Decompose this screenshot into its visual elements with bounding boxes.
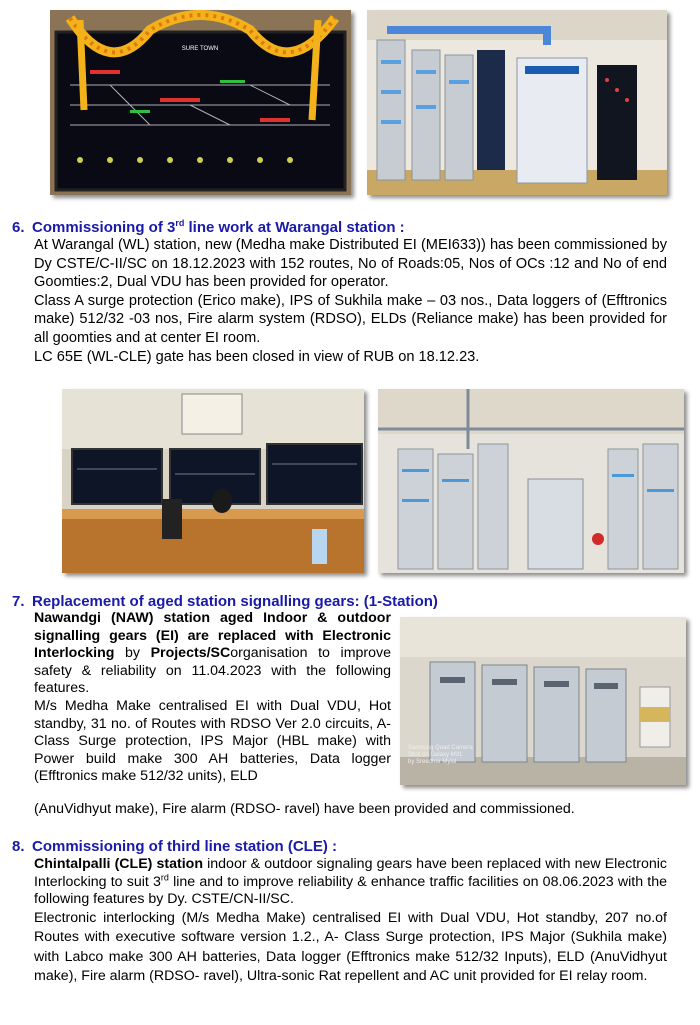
section-8-heading: [12, 838, 337, 857]
section-6-paragraph-1: At Warangal (WL) station, new (Medha make Distributed EI (MEI633)) has been commissioned by Dy CSTE/C-II/SC on 18.12.2023 with 152 routes, No of Roads:05, Nos of OCs :12 and No of end Goomties:2, Dual VDU has been provided for operator.: [34, 237, 667, 291]
section-8-body: [34, 856, 667, 987]
photo-watermark: [408, 745, 473, 766]
photo-nawandgi-ei-room: [400, 617, 686, 785]
photo-watermark-line-2: Shot on Galaxy M31: [408, 752, 463, 758]
section-7-org-rest: organisation to improve safety & reliability on 11.04.2023 with the following features.: [34, 645, 391, 697]
section-8-intro-rest-2: line and to improve reliability & enhance traffic facilities on 08.06.2023 with the following features by Dy. CSTE/CN-II/SC.: [34, 873, 667, 908]
section-7-intro: [34, 610, 391, 698]
section-8-intro-sup: rd: [160, 871, 169, 882]
section-6-heading-sup: rd: [175, 218, 185, 228]
photo-relay-room-blue: [367, 10, 667, 195]
panel-station-label: SURE TOWN: [181, 46, 219, 52]
photo-control-panel-with-garland: [50, 10, 351, 195]
photo-relay-racks: [378, 389, 684, 573]
section-7-body: [34, 610, 391, 786]
section-7-heading: [12, 593, 438, 612]
section-7-org: Projects/SC: [150, 645, 231, 662]
photo-watermark-line-1: Samsung Quad Camera: [408, 745, 473, 751]
section-6-body: [34, 236, 667, 366]
section-7-number: 7.: [12, 593, 25, 610]
photo-watermark-line-3: by Sreedhar Mylal: [408, 759, 457, 765]
section-6-heading: [12, 219, 405, 238]
section-7-by: by: [114, 645, 151, 662]
section-6-heading-text-end: line work at Warangal station :: [184, 219, 405, 236]
section-7-features: M/s Medha Make centralised EI with Dual VDU, Hot standby, 31 no. of Routes with RDSO Ver 2.0 circuits, A- Class Surge protection, IPS Major (HBL make) with Power build make 300 AH batteries, Data logger (Efftronics make 512/32 units), ELD: [34, 697, 391, 785]
section-8-features: Electronic interlocking (M/s Medha Make) centralised EI with Dual VDU, Hot standby, 207 no.of Routes with executive software version 1.2., A- Class Surge protection, IPS Major (Sukhila make) with Labco make 300 AH batteries, Data logger (Efftronics make 512/32 Inputs), ELD (AnuVidhyut make), Fire alarm (RDSO- ravel), Ultra-sonic Rat repellent and AC unit provided for EI relay room.: [34, 909, 667, 985]
section-6-number: 6.: [12, 219, 25, 236]
section-8-intro: [34, 856, 667, 909]
section-6-paragraph-2: Class A surge protection (Erico make), IPS of Sukhila make – 03 nos., Data loggers of (Efftronics make) 512/32 -03 nos, Fire alarm system (RDSO), ELDs (Reliance make) has been provided for all goomties and at center EI room.: [34, 292, 667, 346]
section-7-heading-text: Replacement of aged station signalling gears: (1-Station): [32, 593, 438, 610]
section-8-number: 8.: [12, 838, 25, 855]
section-7-features-end: (AnuVidhyut make), Fire alarm (RDSO- ravel) have been provided and commissioned.: [34, 801, 575, 817]
section-7-bold-intro: Nawandgi (NAW) station aged Indoor & outdoor signalling gears (EI) are replaced with Electronic Interlocking: [34, 610, 391, 662]
section-8-intro-rest-1: indoor & outdoor signaling gears have been replaced with new Electronic Interlocking to suit 3: [34, 856, 668, 890]
section-8-bold-intro: Chintalpalli (CLE) station: [34, 856, 204, 872]
photo-station-control-room: [62, 389, 364, 573]
section-8-heading-text: Commissioning of third line station (CLE) :: [32, 838, 337, 855]
section-6-paragraph-3: LC 65E (WL-CLE) gate has been closed in view of RUB on 18.12.23.: [34, 348, 480, 365]
section-6-heading-text: Commissioning of 3: [32, 219, 176, 236]
